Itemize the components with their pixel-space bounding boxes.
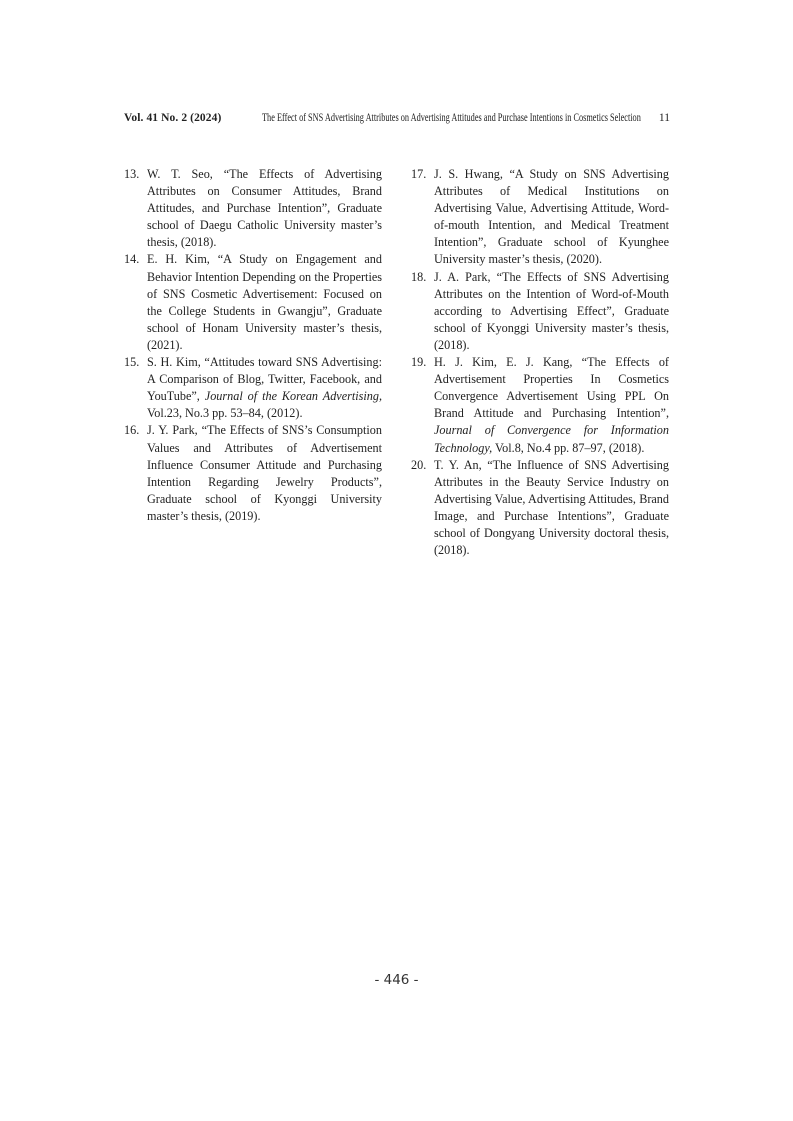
reference-item — [124, 422, 382, 525]
header-page-number: 11 — [658, 112, 670, 124]
reference-item — [124, 354, 382, 422]
reference-item — [411, 457, 669, 560]
reference-number: 15. — [124, 355, 140, 370]
reference-item — [124, 251, 382, 354]
journal-name: Journal of Convergence for Information Technology, — [434, 423, 669, 455]
reference-text: J. S. Hwang, “A Study on SNS Advertising Attributes of Medical Institutions on Advertising Value, Advertising Attitude, Word-of-mouth Intention, and Medical Treatment Intention”, Graduate school of Kyunghee University master’s thesis, (2020). — [434, 167, 669, 267]
reference-number: 20. — [411, 457, 427, 472]
running-title: The Effect of SNS Advertising Attributes on Advertising Attitudes and Purchase Intentions in Cosmetics Selection — [262, 112, 641, 124]
reference-text: J. Y. Park, “The Effects of SNS’s Consumption Values and Attributes of Advertisement Influence Consumer Attitude and Purchasing Intention Regarding Jewelry Products”, Graduate school of Kyonggi University master’s thesis, (2019). — [147, 423, 382, 523]
reference-text: W. T. Seo, “The Effects of Advertising Attributes on Consumer Attitudes, Brand Attitudes, and Purchase Intention”, Graduate school of Daegu Catholic University master’s thesis, (2018). — [147, 167, 382, 250]
page-footer-number: - 446 - — [374, 972, 419, 988]
reference-text: S. H. Kim, “Attitudes toward SNS Advertising: A Comparison of Blog, Twitter, Facebook, and YouTube”, Journal of the Korean Advertising, Vol.23, No.3 pp. 53–84, (2012). — [147, 355, 382, 421]
reference-text: E. H. Kim, “A Study on Engagement and Behavior Intention Depending on the Properties of SNS Cosmetic Advertisement: Focused on the College Students in Gwangju”, Graduate school of Honam University master’s thesis, (2021). — [147, 252, 382, 352]
reference-item — [411, 269, 669, 354]
references-right-column — [411, 166, 669, 559]
reference-item — [411, 166, 669, 269]
reference-item — [124, 166, 382, 251]
reference-number: 13. — [124, 167, 140, 181]
running-header — [124, 112, 670, 128]
reference-number: 19. — [411, 355, 427, 370]
journal-volume: Vol. 41 No. 2 (2024) — [124, 112, 222, 124]
reference-item — [411, 354, 669, 457]
reference-number: 18. — [411, 269, 427, 284]
journal-name: Journal of the Korean Advertising, — [204, 389, 382, 404]
reference-number: 17. — [411, 167, 427, 181]
reference-text: H. J. Kim, E. J. Kang, “The Effects of Advertisement Properties In Cosmetics Convergence Advertisement Using PPL On Brand Attitude and Purchasing Intention”, Journal of Convergence for Information Technology, Vol.8, No.4 pp. 87–97, (2018). — [434, 355, 669, 455]
reference-number: 16. — [124, 423, 140, 438]
reference-text: T. Y. An, “The Influence of SNS Advertising Attributes in the Beauty Service Industry on Advertising Value, Advertising Attitudes, Brand Image, and Purchase Intentions”, Graduate school of Dongyang University doctoral thesis, (2018). — [434, 457, 669, 558]
references-left-column — [124, 166, 382, 525]
reference-number: 14. — [124, 252, 140, 267]
reference-text: J. A. Park, “The Effects of SNS Advertising Attributes on the Intention of Word-of-Mouth according to Advertising Effect”, Graduate school of Kyonggi University master’s thesis, (2018). — [434, 269, 669, 352]
